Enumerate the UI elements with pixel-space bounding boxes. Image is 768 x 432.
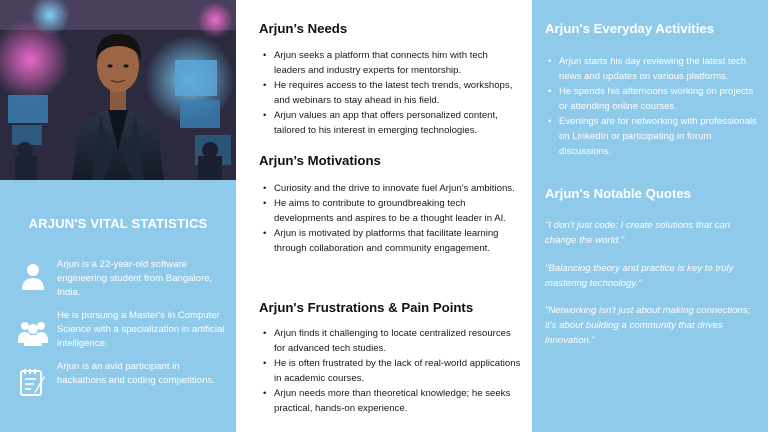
list-item: • Curiosity and the drive to innovate fuel Arjun's ambitions. <box>259 181 521 196</box>
persona-details-panel <box>236 0 532 432</box>
activities-quotes-panel <box>532 0 768 432</box>
list-item: • He is often frustrated by the lack of real-world applications in academic courses. <box>259 356 521 386</box>
quote-text: "Networking isn't just about making connections; it's about building a community that drives innovation." <box>545 305 751 346</box>
list-item: • Arjun finds it challenging to locate centralized resources for advanced tech studies. <box>259 326 521 356</box>
vital-stats-panel <box>0 0 236 432</box>
list-item: • He requires access to the latest tech trends, workshops, and webinars to stay ahead in his field. <box>259 78 521 108</box>
persona-photo <box>0 0 236 180</box>
motivations-list <box>259 181 521 256</box>
frustrations-heading: Arjun's Frustrations & Pain Points <box>259 300 474 315</box>
vital-stat-text: Arjun is a 22-year-old software engineering student from Bangalore, India. <box>57 259 213 298</box>
vital-stats-title: ARJUN'S VITAL STATISTICS <box>28 216 208 231</box>
list-item: • Arjun starts his day reviewing the latest tech news and updates on various platforms. <box>545 54 760 84</box>
activities-list <box>545 54 760 159</box>
vital-stat-text: He is pursuing a Master's in Computer Science with a specialization in artificial intelligence. <box>57 310 225 349</box>
list-item: • Evenings are for networking with professionals on LinkedIn or participating in forum discussions. <box>545 114 760 159</box>
notepad-icon <box>18 367 48 397</box>
motivations-heading: Arjun’s Motivations <box>259 153 381 168</box>
list-item: • Arjun needs more than theoretical knowledge; he seeks practical, hands-on experience. <box>259 386 521 416</box>
frustrations-list <box>259 326 521 416</box>
person-icon <box>18 262 48 292</box>
quote-text: "Balancing theory and practice is key to truly mastering technology." <box>545 263 734 289</box>
quotes-heading: Arjun's Notable Quotes <box>545 186 692 201</box>
persona-photo-illustration <box>0 0 236 180</box>
list-item: • Arjun values an app that offers personalized content, tailored to his interest in emerging technologies. <box>259 108 521 138</box>
list-item: • He aims to contribute to groundbreaking tech developments and aspires to be a thought leader in AI. <box>259 196 521 226</box>
list-item: • He spends his afternoons working on projects or attending online courses. <box>545 84 760 114</box>
list-item: • Arjun is motivated by platforms that facilitate learning through collaboration and community engagement. <box>259 226 521 256</box>
quote-text: "I don't just code; I create solutions that can change the world." <box>545 220 730 246</box>
activities-heading: Arjun's Everyday Activities <box>545 21 715 36</box>
needs-list <box>259 48 521 138</box>
list-item: • Arjun seeks a platform that connects him with tech leaders and industry experts for mentorship. <box>259 48 521 78</box>
group-icon <box>18 317 48 347</box>
needs-heading: Arjun’s Needs <box>259 21 348 36</box>
vital-stat-text: Arjun is an avid participant in hackathons and coding competitions. <box>57 361 215 386</box>
